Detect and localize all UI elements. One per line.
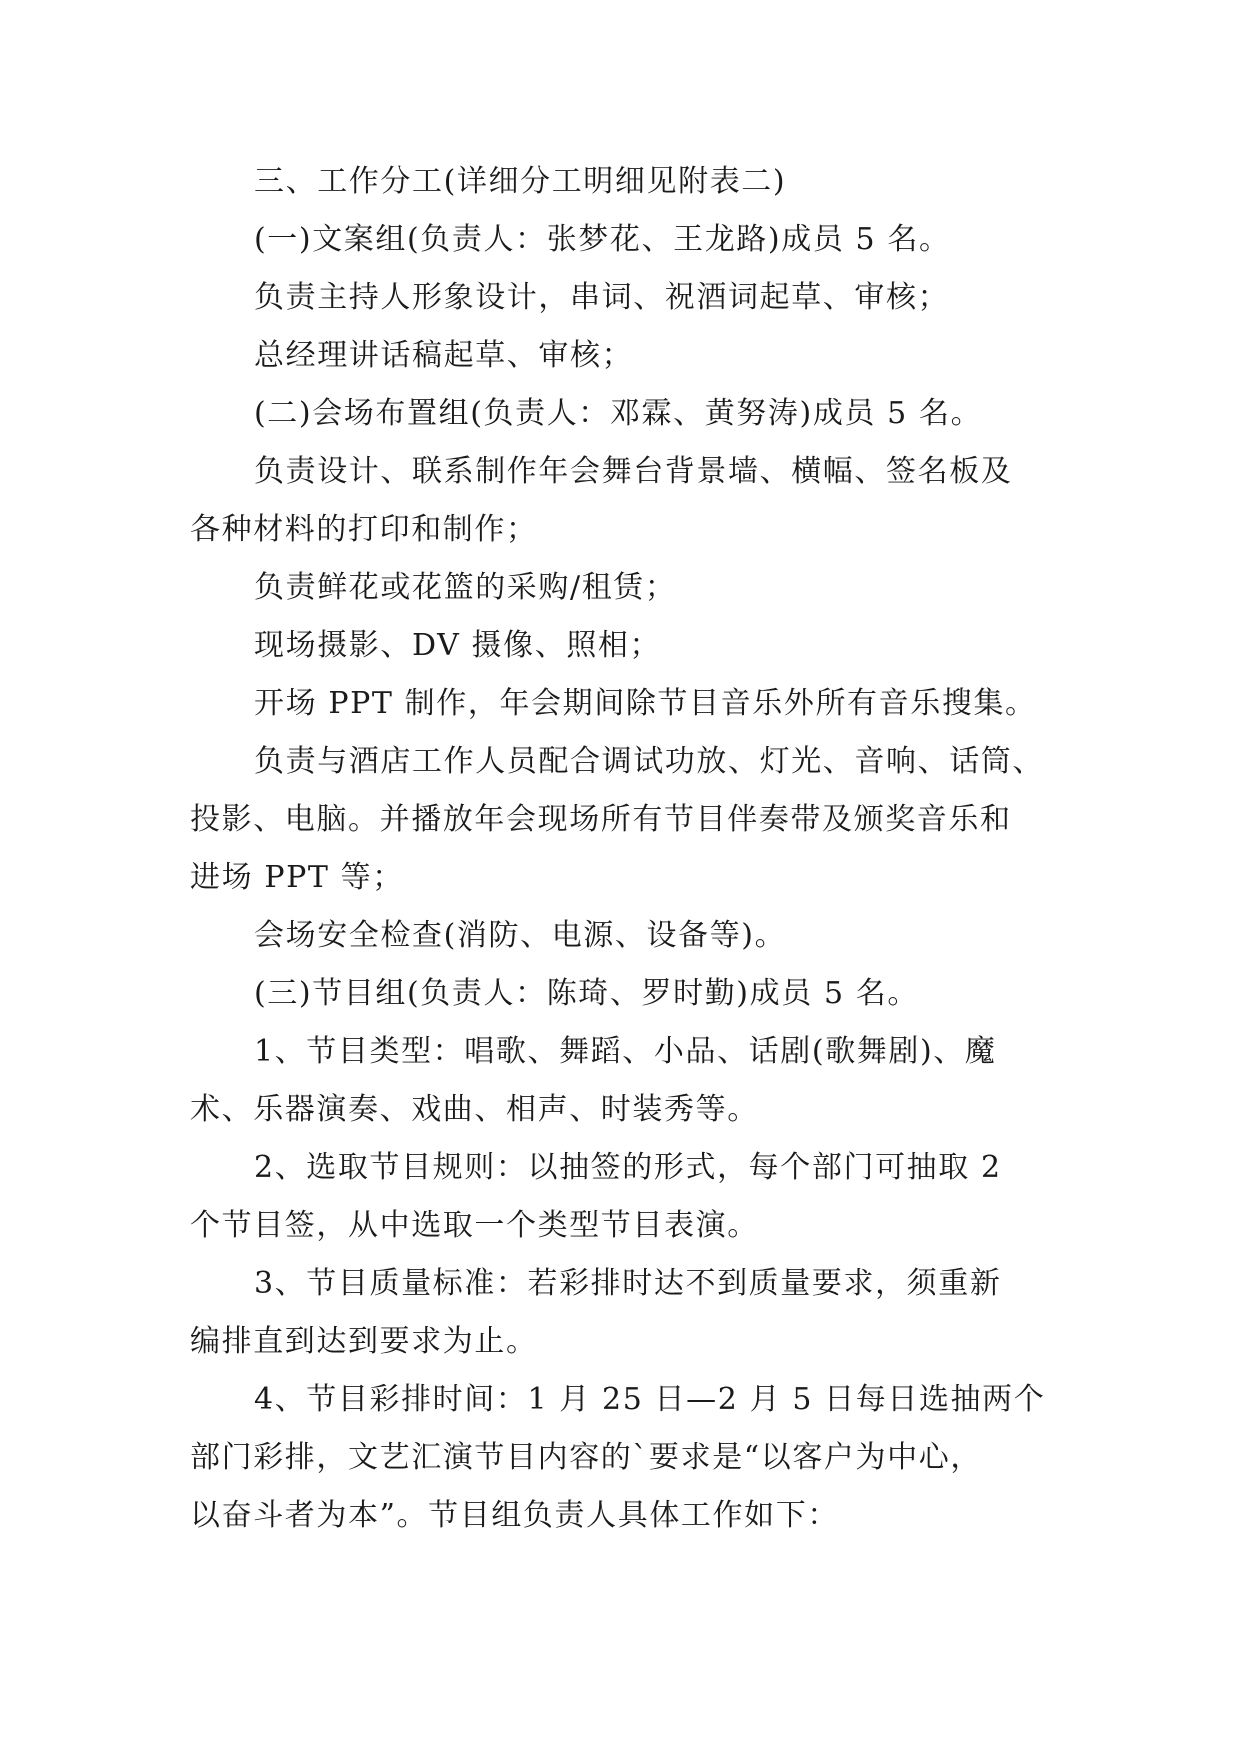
text-line: 4、节目彩排时间：1 月 25 日—2 月 5 日每日选抽两个	[254, 1382, 1046, 1417]
text-line: 三、工作分工(详细分工明细见附表二)	[254, 164, 787, 199]
list-item	[190, 1255, 1070, 1371]
text-line: 各种材料的打印和制作；	[190, 512, 538, 547]
text-line: (二)会场布置组(负责人：邓霖、黄努涛)成员 5 名。	[254, 396, 983, 431]
text-line: 3、节目质量标准：若彩排时达不到质量要求，须重新	[254, 1266, 1002, 1301]
text-line: 术、乐器演奏、戏曲、相声、时装秀等。	[190, 1092, 759, 1127]
paragraph	[190, 907, 1070, 965]
text-line: 负责鲜花或花篮的采购/租赁；	[254, 570, 677, 605]
paragraph	[190, 733, 1070, 907]
text-line: 个节目签，从中选取一个类型节目表演。	[190, 1208, 759, 1243]
paragraph	[190, 443, 1070, 559]
text-line: 现场摄影、DV 摄像、照相；	[254, 628, 662, 663]
text-line: 会场安全检查(消防、电源、设备等)。	[254, 918, 787, 953]
text-line: 2、选取节目规则：以抽签的形式，每个部门可抽取 2	[254, 1150, 1002, 1185]
section-heading	[190, 153, 1070, 211]
text-line: 投影、电脑。并播放年会现场所有节目伴奏带及颁奖音乐和	[190, 802, 1012, 837]
text-line: 进场 PPT 等；	[190, 860, 404, 895]
text-line: 部门彩排，文艺汇演节目内容的`要求是“以客户为中心，	[190, 1440, 982, 1475]
text-line: 开场 PPT 制作，年会期间除节目音乐外所有音乐搜集。	[254, 686, 1037, 721]
text-line: 负责主持人形象设计，串词、祝酒词起草、审核；	[254, 280, 950, 315]
subsection-heading-copywriting	[190, 211, 1070, 269]
document-body	[190, 153, 1070, 1545]
list-item	[190, 1139, 1070, 1255]
paragraph	[190, 559, 1070, 617]
text-line: 以奋斗者为本”。节目组负责人具体工作如下：	[190, 1498, 839, 1533]
subsection-heading-venue	[190, 385, 1070, 443]
paragraph	[190, 269, 1070, 327]
text-line: (三)节目组(负责人：陈琦、罗时勤)成员 5 名。	[254, 976, 919, 1011]
paragraph	[190, 675, 1070, 733]
list-item	[190, 1023, 1070, 1139]
text-line: 编排直到达到要求为止。	[190, 1324, 538, 1359]
paragraph	[190, 327, 1070, 385]
text-line: 总经理讲话稿起草、审核；	[254, 338, 634, 373]
text-line: 1、节目类型：唱歌、舞蹈、小品、话剧(歌舞剧)、魔	[254, 1034, 997, 1069]
text-line: 负责与酒店工作人员配合调试功放、灯光、音响、话筒、	[254, 744, 1044, 779]
text-line: 负责设计、联系制作年会舞台背景墙、横幅、签名板及	[254, 454, 1013, 489]
text-line: (一)文案组(负责人：张梦花、王龙路)成员 5 名。	[254, 222, 951, 257]
paragraph	[190, 617, 1070, 675]
list-item	[190, 1371, 1070, 1545]
subsection-heading-program	[190, 965, 1070, 1023]
